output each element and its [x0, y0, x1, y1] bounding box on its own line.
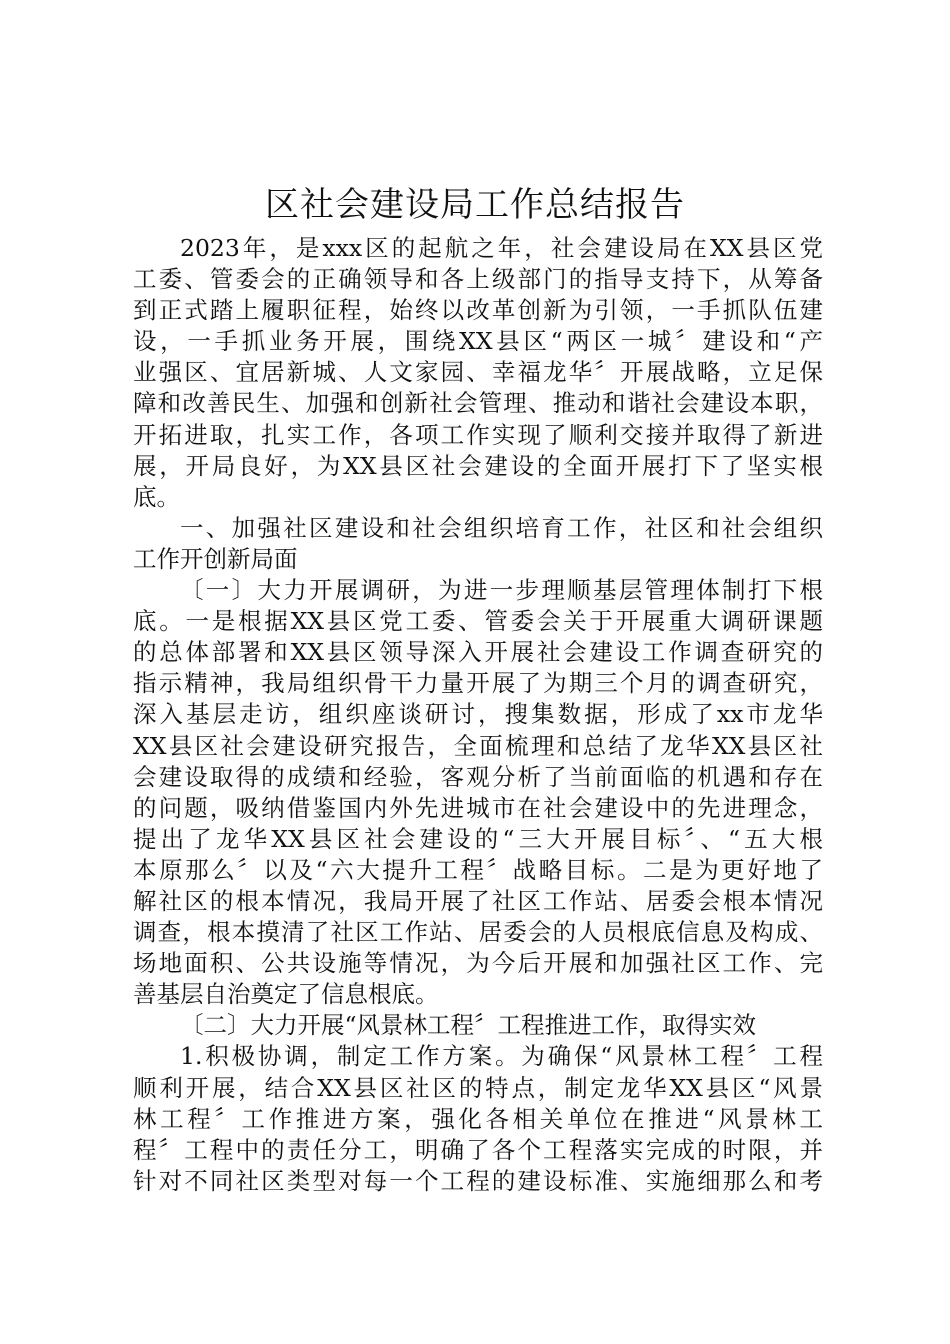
text-line: 业强区、宜居新城、人文家园、幸福龙华〞开展战略，立足保 — [133, 358, 823, 387]
text-line: 顺利开展，结合XX县区社区的特点，制定龙华XX县区“风景 — [133, 1073, 823, 1102]
text-line: 〔一〕大力开展调研，为进一步理顺基层管理体制打下根 — [180, 576, 823, 605]
text-line: 底。 — [133, 482, 180, 511]
text-line: 指示精神，我局组织骨干力量开展了为期三个月的调查研究， — [133, 669, 823, 698]
text-line: 林工程〞工作推进方案，强化各相关单位在推进“风景林工 — [133, 1104, 823, 1133]
text-line: 〔二〕大力开展“风景林工程〞工程推进工作，取得实效 — [180, 1011, 757, 1040]
paragraph-section-1-2-1 — [133, 1041, 823, 1196]
text-line: XX县区社会建设研究报告，全面梳理和总结了龙华XX县区社 — [133, 731, 823, 760]
text-line: 本原那么〞以及“六大提升工程〞战略目标。二是为更好地了 — [133, 855, 823, 884]
text-line: 场地面积、公共设施等情况，为今后开展和加强社区工作、完 — [133, 949, 823, 978]
text-line: 针对不同社区类型对每一个工程的建设标准、实施细那么和考 — [133, 1166, 823, 1195]
text-line: 设，一手抓业务开展，围绕XX县区“两区一城〞建设和“产 — [133, 327, 823, 356]
document-body — [133, 233, 823, 1197]
text-line: 的问题，吸纳借鉴国内外先进城市在社会建设中的先进理念， — [133, 793, 823, 822]
text-line: 的总体部署和XX县区领导深入开展社会建设工作调查研究的 — [133, 638, 823, 667]
text-line: 底。一是根据XX县区党工委、管委会关于开展重大调研课题 — [133, 607, 823, 636]
text-line: 展，开局良好，为XX县区社会建设的全面开展打下了坚实根 — [133, 451, 823, 480]
section-heading-1 — [133, 513, 823, 575]
text-line: 程〞工程中的责任分工，明确了各个工程落实完成的时限，并 — [133, 1135, 823, 1164]
text-line: 障和改善民生、加强和创新社会管理、推动和谐社会建设本职， — [133, 389, 823, 418]
text-line: 会建设取得的成绩和经验，客观分析了当前面临的机遇和存在 — [133, 762, 823, 791]
text-line: 开拓进取，扎实工作，各项工作实现了顺利交接并取得了新进 — [133, 420, 823, 449]
text-line: 2023年，是xxx区的起航之年，社会建设局在XX县区党 — [180, 234, 823, 262]
text-line: 提出了龙华XX县区社会建设的“三大开展目标〞、“五大根 — [133, 824, 823, 853]
text-line: 解社区的根本情况，我局开展了社区工作站、居委会根本情况 — [133, 886, 823, 915]
section-heading-1-2 — [133, 1010, 823, 1041]
text-line: 深入基层走访，组织座谈研讨，搜集数据，形成了xx市龙华 — [133, 700, 823, 729]
text-line: 到正式踏上履职征程，始终以改革创新为引领，一手抓队伍建 — [133, 296, 823, 325]
text-line: 1.积极协调，制定工作方案。为确保“风景林工程〞工程 — [180, 1042, 823, 1071]
paragraph-section-1-1 — [133, 575, 823, 1010]
text-line: 工作开创新局面 — [133, 544, 298, 573]
text-line: 一、加强社区建设和社会组织培育工作，社区和社会组织 — [180, 513, 823, 542]
paragraph-intro — [133, 233, 823, 513]
text-line: 工委、管委会的正确领导和各上级部门的指导支持下，从筹备 — [133, 265, 823, 294]
text-line: 善基层自治奠定了信息根底。 — [133, 980, 439, 1009]
document-title: 区社会建设局工作总结报告 — [265, 185, 685, 225]
text-line: 调查，根本摸清了社区工作站、居委会的人员根底信息及构成、 — [133, 918, 823, 947]
